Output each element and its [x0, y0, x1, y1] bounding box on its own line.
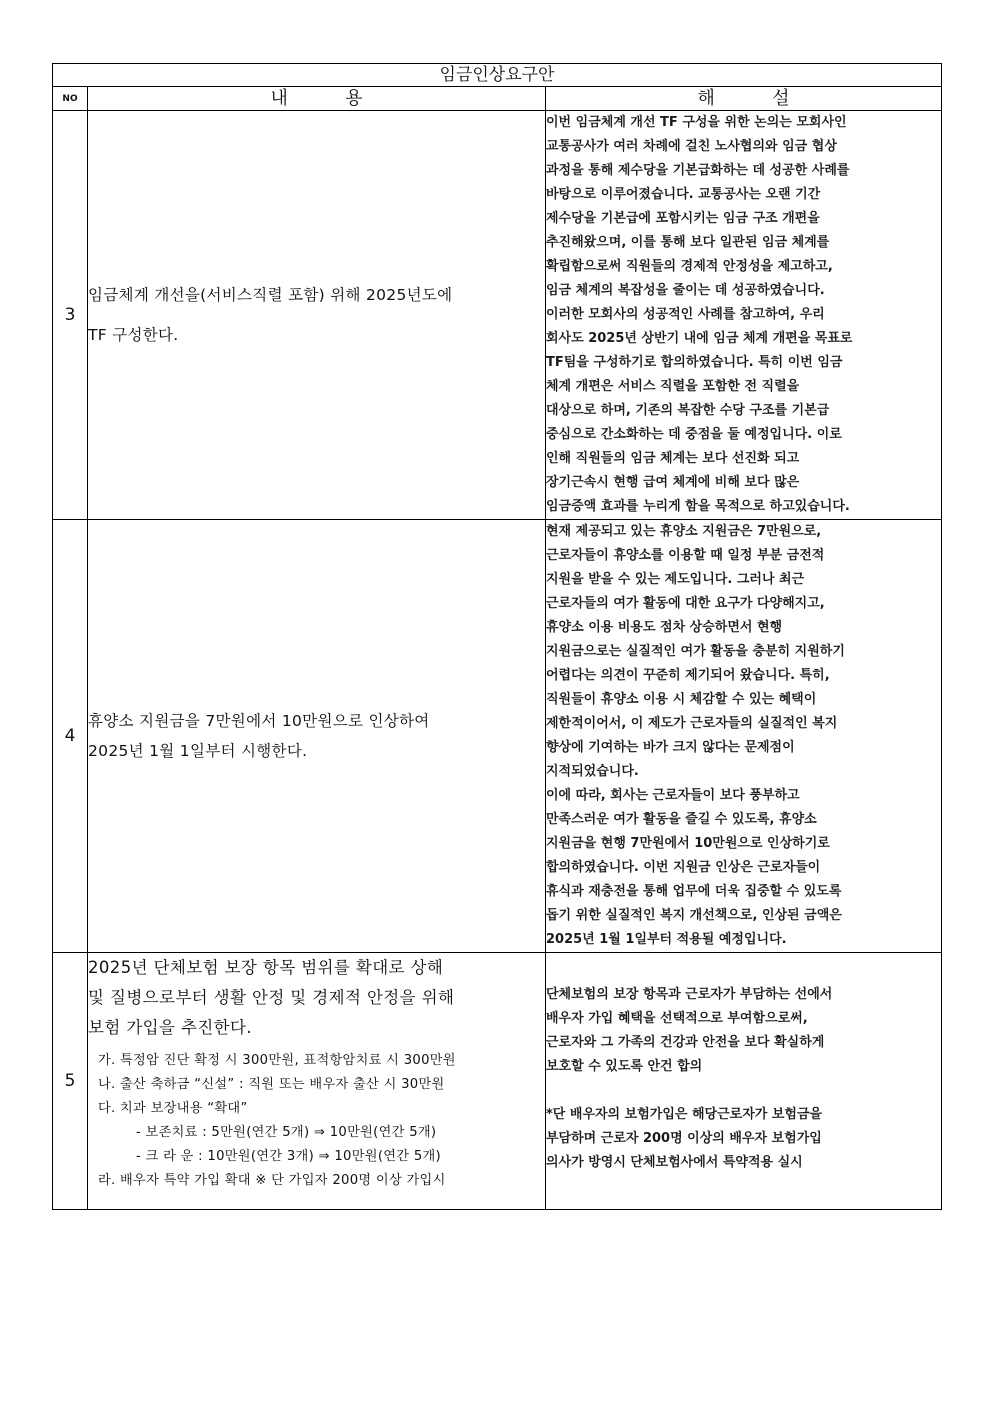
explanation-line: 근로자와 그 가족의 건강과 안전을 보다 확실하게	[546, 1035, 825, 1050]
content-line: 휴양소 지원금을 7만원에서 10만원으로 인상하여	[88, 712, 430, 730]
table-row	[53, 953, 942, 1210]
row-number: 4	[53, 520, 88, 953]
explanation-note-line: 부담하며 근로자 200명 이상의 배우자 보험가입	[546, 1131, 822, 1146]
explanation-line: 근로자들의 여가 활동에 대한 요구가 다양해지고,	[546, 596, 825, 611]
content-line: 보험 가입을 추진한다.	[88, 1018, 252, 1037]
row-number: 5	[53, 953, 88, 1210]
header-content: 내 용	[88, 87, 546, 111]
benefit-subitem: - 크 라 운 : 10만원(연간 3개) ⇒ 10만원(연간 5개)	[136, 1149, 442, 1164]
spacer	[546, 1079, 941, 1103]
explanation-line: 제한적이어서, 이 제도가 근로자들의 실질적인 복지	[546, 716, 838, 731]
explanation-line: 회사도 2025년 상반기 내에 임금 체계 개편을 목표로	[546, 331, 853, 346]
row-explanation	[546, 520, 942, 953]
explanation-line: 배우자 가입 혜택을 선택적으로 부여함으로써,	[546, 1011, 808, 1026]
explanation-line: 어렵다는 의견이 꾸준히 제기되어 왔습니다. 특히,	[546, 668, 830, 683]
benefit-item: 나. 출산 축하금 “신설” : 직원 또는 배우자 출산 시 30만원	[98, 1077, 445, 1092]
explanation-line: 돕기 위한 실질적인 복지 개선책으로, 인상된 금액은	[546, 908, 842, 923]
explanation-line: 만족스러운 여가 활동을 즐길 수 있도록, 휴양소	[546, 812, 817, 827]
content-line: 및 질병으로부터 생활 안정 및 경제적 안정을 위해	[88, 988, 455, 1007]
header-no: NO	[53, 87, 88, 111]
explanation-line: 지원을 받을 수 있는 제도입니다. 그러나 최근	[546, 572, 805, 587]
row-content	[88, 520, 546, 953]
explanation-line: 제수당을 기본급에 포함시키는 임금 구조 개편을	[546, 211, 820, 226]
explanation-line: 단체보험의 보장 항목과 근로자가 부담하는 선에서	[546, 987, 833, 1002]
document-title: 임금인상요구안	[53, 64, 942, 87]
row-number: 3	[53, 111, 88, 520]
explanation-line: 근로자들이 휴양소를 이용할 때 일정 부분 금전적	[546, 548, 825, 563]
explanation-note-line: *단 배우자의 보험가입은 해당근로자가 보험금을	[546, 1107, 823, 1122]
explanation-line: 이번 임금체계 개선 TF 구성을 위한 논의는 모회사인	[546, 115, 847, 130]
explanation-line: 대상으로 하며, 기존의 복잡한 수당 구조를 기본급	[546, 403, 830, 418]
explanation-line: 지원금을 현행 7만원에서 10만원으로 인상하기로	[546, 836, 830, 851]
benefit-item: 다. 치과 보장내용 “확대”	[98, 1101, 248, 1116]
explanation-line: 보호할 수 있도록 안건 합의	[546, 1059, 703, 1074]
row-explanation	[546, 111, 942, 520]
benefit-item: 가. 특정암 진단 확정 시 300만원, 표적항암치료 시 300만원	[98, 1053, 456, 1068]
explanation-line: TF팀을 구성하기로 합의하였습니다. 특히 이번 임금	[546, 355, 843, 370]
explanation-line: 직원들이 휴양소 이용 시 체감할 수 있는 혜택이	[546, 692, 817, 707]
explanation-line: 이러한 모회사의 성공적인 사례를 참고하여, 우리	[546, 307, 825, 322]
explanation-line: 현재 제공되고 있는 휴양소 지원금은 7만원으로,	[546, 524, 822, 539]
row-content	[88, 111, 546, 520]
explanation-line: 임금증액 효과를 누리게 함을 목적으로 하고있습니다.	[546, 499, 850, 514]
explanation-note-line: 의사가 방영시 단체보험사에서 특약적용 실시	[546, 1155, 803, 1170]
explanation-line: 지적되었습니다.	[546, 764, 639, 779]
explanation-line: 장기근속시 현행 급여 체계에 비해 보다 많은	[546, 475, 800, 490]
explanation-line: 과정을 통해 제수당을 기본급화하는 데 성공한 사례를	[546, 163, 850, 178]
explanation-line: 인해 직원들의 임금 체계는 보다 선진화 되고	[546, 451, 800, 466]
content-line: 2025년 단체보험 보장 항목 범위를 확대로 상해	[88, 958, 444, 977]
explanation-line: 임금 체계의 복잡성을 줄이는 데 성공하였습니다.	[546, 283, 825, 298]
explanation-line: 합의하였습니다. 이번 지원금 인상은 근로자들이	[546, 860, 821, 875]
content-line: 2025년 1월 1일부터 시행한다.	[88, 742, 308, 760]
explanation-line: 추진해왔으며, 이를 통해 보다 일관된 임금 체계를	[546, 235, 830, 250]
explanation-line: 2025년 1월 1일부터 적용될 예정입니다.	[546, 932, 787, 947]
content-line: TF 구성한다.	[88, 326, 179, 344]
table-row	[53, 520, 942, 953]
explanation-line: 휴식과 재충전을 통해 업무에 더욱 집중할 수 있도록	[546, 884, 842, 899]
explanation-line: 중심으로 간소화하는 데 중점을 둘 예정입니다. 이로	[546, 427, 842, 442]
explanation-line: 지원금으로는 실질적인 여가 활동을 충분히 지원하기	[546, 644, 845, 659]
content-line: 임금체계 개선을(서비스직렬 포함) 위해 2025년도에	[88, 286, 453, 304]
table-row	[53, 111, 942, 520]
benefit-item: 라. 배우자 특약 가입 확대 ※ 단 가입자 200명 이상 가입시	[98, 1173, 446, 1188]
benefit-subitem: - 보존치료 : 5만원(연간 5개) ⇒ 10만원(연간 5개)	[136, 1125, 437, 1140]
header-explanation: 해 설	[546, 87, 942, 111]
row-explanation	[546, 953, 942, 1210]
explanation-line: 확립함으로써 직원들의 경제적 안정성을 제고하고,	[546, 259, 833, 274]
explanation-line: 이에 따라, 회사는 근로자들이 보다 풍부하고	[546, 788, 800, 803]
wage-demand-table	[52, 63, 942, 1210]
explanation-line: 향상에 기여하는 바가 크지 않다는 문제점이	[546, 740, 795, 755]
explanation-line: 교통공사가 여러 차례에 걸친 노사협의와 임금 협상	[546, 139, 837, 154]
explanation-line: 체계 개편은 서비스 직렬을 포함한 전 직렬을	[546, 379, 800, 394]
row-content	[88, 953, 546, 1210]
explanation-line: 휴양소 이용 비용도 점차 상승하면서 현행	[546, 620, 783, 635]
explanation-line: 바탕으로 이루어졌습니다. 교통공사는 오랜 기간	[546, 187, 821, 202]
